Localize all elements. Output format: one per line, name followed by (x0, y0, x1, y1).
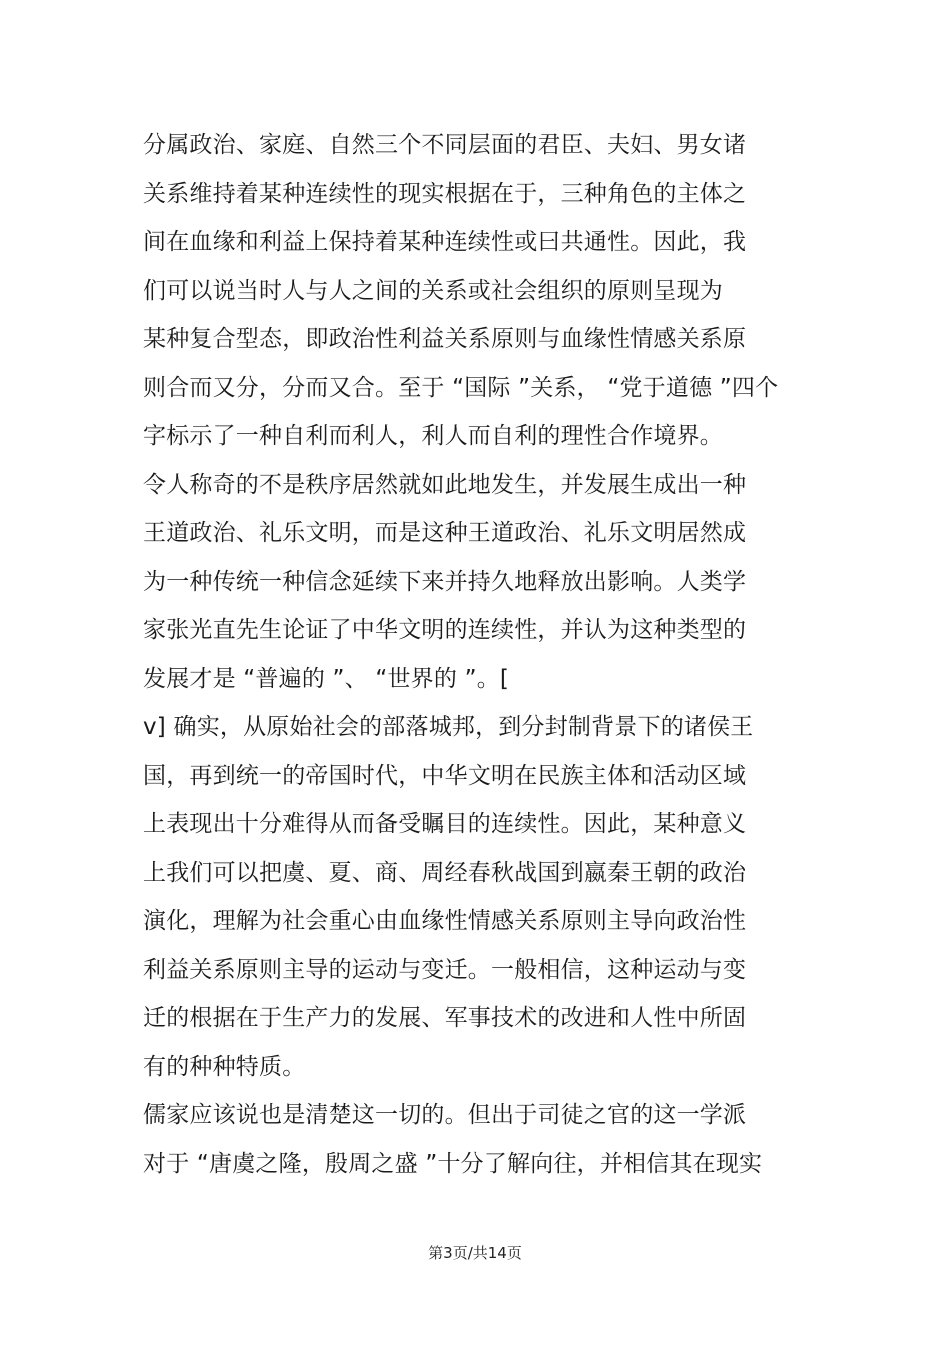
page-indicator: 第3页/共14页 (428, 1244, 522, 1262)
text-line: 王道政治、礼乐文明，而是这种王道政治、礼乐文明居然成 (143, 520, 747, 546)
text-line: 为一种传统一种信念延续下来并持久地释放出影响。人类学 (143, 568, 747, 595)
text-line: v] 确实，从原始社会的部落城邦，到分封制背景下的诸侯王 (143, 714, 754, 740)
text-line: 国，再到统一的帝国时代，中华文明在民族主体和活动区域 (143, 762, 747, 789)
text-line: 令人称奇的不是秩序居然就如此地发生，并发展生成出一种 (143, 471, 747, 498)
body-text (143, 121, 843, 1188)
text-line: 某种复合型态，即政治性利益关系原则与血缘性情感关系原 (143, 326, 747, 352)
text-line: 迁的根据在于生产力的发展、军事技术的改进和人性中所固 (143, 1005, 747, 1031)
text-line: 儒家应该说也是清楚这一切的。但出于司徒之官的这一学派 (143, 1102, 747, 1128)
text-line: 上表现出十分难得从而备受瞩目的连续性。因此，某种意义 (143, 811, 747, 837)
text-line: 则合而又分，分而又合。至于 “国际 ”关系， “党于道德 ”四个 (143, 374, 779, 401)
text-line: 利益关系原则主导的运动与变迁。一般相信，这种运动与变 (143, 956, 747, 983)
text-line: 间在血缘和利益上保持着某种连续性或曰共通性。因此，我 (143, 229, 747, 255)
text-line: 对于 “唐虞之隆，殷周之盛 ”十分了解向往，并相信其在现实 (143, 1150, 763, 1177)
text-line: 们可以说当时人与人之间的关系或社会组织的原则呈现为 (143, 277, 723, 304)
text-line: 关系维持着某种连续性的现实根据在于，三种角色的主体之 (143, 180, 747, 207)
text-line: 发展才是 “普遍的 ”、 “世界的 ”。[ (143, 665, 510, 692)
text-line: 家张光直先生论证了中华文明的连续性，并认为这种类型的 (143, 617, 747, 643)
text-line: 分属政治、家庭、自然三个不同层面的君臣、夫妇、男女诸 (143, 132, 747, 158)
text-line: 字标示了一种自利而利人，利人而自利的理性合作境界。 (143, 423, 723, 449)
text-line: 上我们可以把虞、夏、商、周经春秋战国到嬴秦王朝的政治 (143, 859, 747, 886)
text-line: 有的种种特质。 (143, 1053, 306, 1080)
text-line: 演化，理解为社会重心由血缘性情感关系原则主导向政治性 (143, 908, 747, 934)
